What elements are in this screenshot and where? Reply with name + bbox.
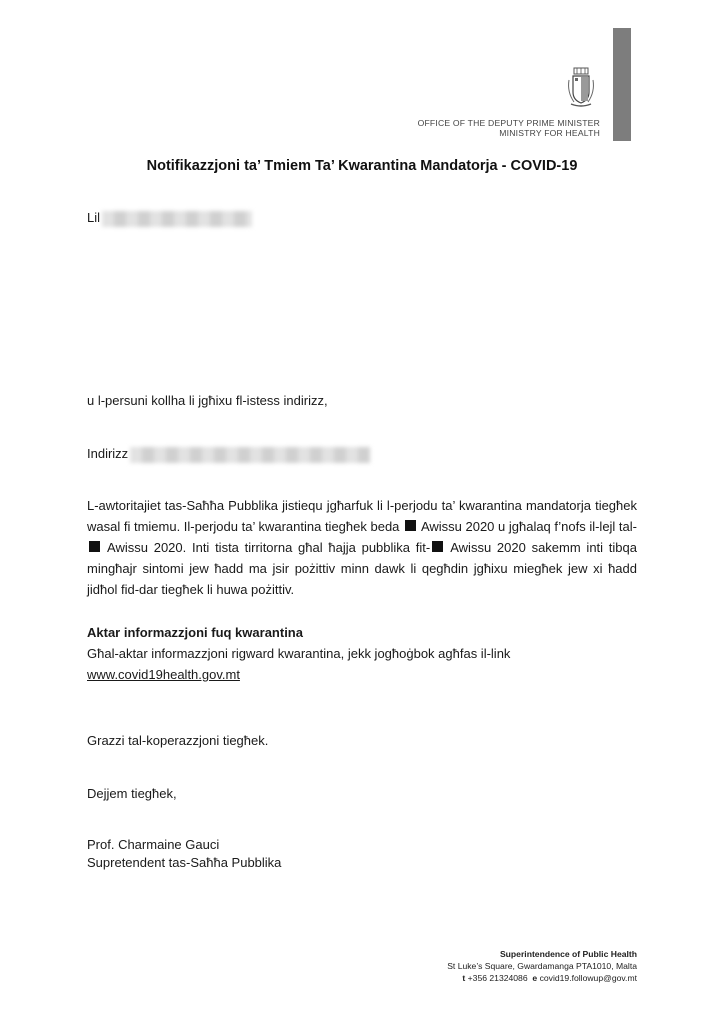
signature-role: Supretendent tas-Saħħa Pubblika bbox=[87, 855, 282, 870]
closing-line: Dejjem tiegħek, bbox=[87, 786, 177, 801]
paragraph-part-2: Awissu 2020 u jgħalaq f’nofs il-lejl tal- bbox=[420, 519, 637, 534]
household-line: u l-persuni kollha li jgħixu fl-istess indirizz, bbox=[87, 393, 328, 408]
info-text: Għal-aktar informazzjoni rigward kwarantina, jekk jogħoġbok agħfas il-link bbox=[87, 646, 511, 661]
signature-block bbox=[87, 836, 637, 872]
footer-address: St Luke’s Square, Gwardamanga PTA1010, Malta bbox=[447, 961, 637, 971]
redacted-date-return bbox=[432, 541, 443, 552]
paragraph-part-4: Awissu 2020 sakemm inti tibqa mingħajr sintomi jew ħadd ma jsir pożittiv minn dawk li qegħdin jgħixu miegħek jew xi ħadd jidħol fid-dar tiegħek li huwa pożittiv. bbox=[87, 540, 637, 597]
recipient-label: Lil bbox=[87, 210, 101, 225]
footer-contacts bbox=[447, 972, 637, 984]
redacted-recipient-name bbox=[102, 211, 252, 227]
malta-coat-of-arms-icon bbox=[566, 66, 596, 110]
footer-email-label: e bbox=[532, 973, 538, 983]
signature-name: Prof. Charmaine Gauci bbox=[87, 837, 220, 852]
paragraph-part-3: Awissu 2020. Inti tista tirritorna għal ħajja pubblika fit- bbox=[107, 540, 431, 555]
footer-tel: +356 21324086 bbox=[467, 973, 528, 983]
footer-tel-label: t bbox=[462, 973, 466, 983]
address-line bbox=[87, 446, 370, 463]
office-line-1: OFFICE OF THE DEPUTY PRIME MINISTER bbox=[417, 118, 600, 128]
info-section bbox=[87, 622, 637, 685]
header-gray-bar bbox=[613, 28, 631, 141]
thanks-line: Grazzi tal-koperazzjoni tiegħek. bbox=[87, 733, 269, 748]
info-heading: Aktar informazzjoni fuq kwarantina bbox=[87, 625, 303, 640]
ministry-heading bbox=[418, 118, 600, 138]
footer-contact bbox=[447, 948, 637, 984]
footer-org: Superintendence of Public Health bbox=[499, 949, 637, 959]
quarantine-end-paragraph bbox=[87, 495, 637, 600]
address-label: Indirizz bbox=[87, 446, 129, 461]
office-line-2: MINISTRY FOR HEALTH bbox=[499, 128, 600, 138]
covid-health-link[interactable]: www.covid19health.gov.mt bbox=[87, 667, 240, 682]
redacted-date-end bbox=[89, 541, 100, 552]
page-title: Notifikazzjoni ta’ Tmiem Ta’ Kwarantina Mandatorja - COVID-19 bbox=[146, 158, 578, 174]
footer-email[interactable]: covid19.followup@gov.mt bbox=[539, 973, 637, 983]
recipient-line bbox=[87, 210, 252, 227]
redacted-address bbox=[130, 447, 370, 463]
paragraph-part-1: L-awtoritajiet tas-Saħħa Pubblika jistiequ jgħarfuk li l-perjodu ta’ kwarantina mandatorja tiegħek wasal fi tmiemu. Il-perjodu ta’ kwarantina tiegħek beda bbox=[87, 498, 637, 534]
redacted-date-start bbox=[405, 520, 416, 531]
